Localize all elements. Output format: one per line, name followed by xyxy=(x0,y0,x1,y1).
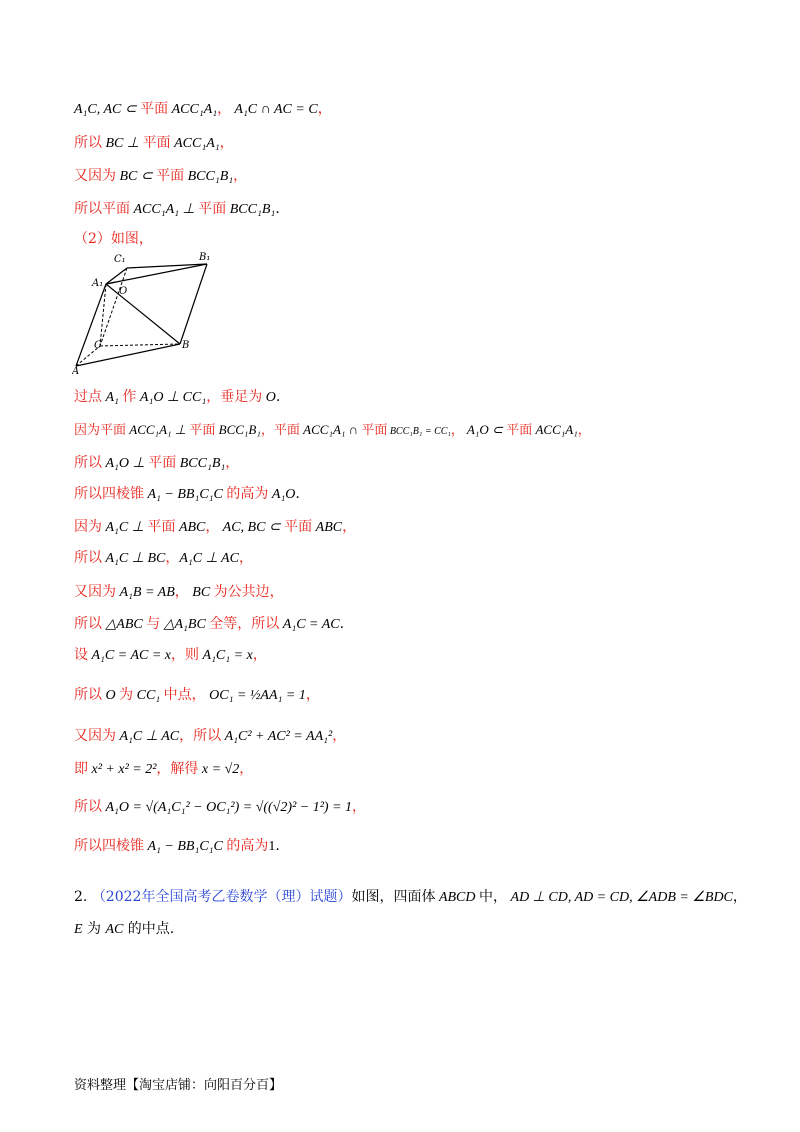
line-16: 又因为 A₁C ⊥ AC，所以 A₁C² + AC² = AA₁²， xyxy=(74,728,347,744)
line-6: 过点 A₁ 作 A₁O ⊥ CC₁，垂足为 O. xyxy=(74,389,281,405)
label-o: O xyxy=(119,286,128,297)
label-a1: A₁ xyxy=(92,278,104,289)
label-a: A xyxy=(72,366,80,376)
label-c: C xyxy=(94,340,102,351)
line-3: 又因为 BC ⊂ 平面 BCC₁B₁， xyxy=(74,168,248,184)
label-c1: C₁ xyxy=(114,254,126,265)
problem-2-line-2: E 为 AC 的中点. xyxy=(74,921,175,937)
problem-source: （2022年全国高考乙卷数学（理）试题） xyxy=(91,889,352,905)
line-12: 又因为 A₁B = AB， BC 为公共边， xyxy=(74,584,284,600)
line-18: 所以 A₁O = √(A₁C₁² − OC₁²) = √((√2)² − 1²) = 1， xyxy=(74,799,367,815)
line-17: 即 x² + x² = 2²，解得 x = √2， xyxy=(74,761,254,777)
prism-figure xyxy=(72,248,212,376)
line-10: 因为 A₁C ⊥ 平面 ABC， AC, BC ⊂ 平面 ABC， xyxy=(74,519,357,535)
line-5: （2）如图， xyxy=(74,231,153,247)
line-1: A₁C, AC ⊂ 平面 ACC₁A₁， A₁C ∩ AC = C， xyxy=(74,101,332,117)
line-19: 所以四棱锥 A₁ − BB₁C₁C 的高为1. xyxy=(74,838,280,854)
line-13: 所以 △ABC 与 △A₁BC 全等，所以 A₁C = AC. xyxy=(74,616,345,632)
line-11: 所以 A₁C ⊥ BC，A₁C ⊥ AC， xyxy=(74,550,253,566)
line-9: 所以四棱锥 A₁ − BB₁C₁C 的高为 A₁O. xyxy=(74,486,300,502)
line-7: 因为平面 ACC₁A₁ ⊥ 平面 BCC₁B₁，平面 ACC₁A₁ ∩ 平面 BCC₁B₁ = CC₁， A₁O ⊂ 平面 ACC₁A₁， xyxy=(74,422,591,438)
problem-2: 2. （2022年全国高考乙卷数学（理）试题）如图，四面体 ABCD 中， AD ⊥ CD, AD = CD, ∠ADB = ∠BDC， xyxy=(74,889,747,905)
label-b1: B₁ xyxy=(199,252,211,263)
line-14: 设 A₁C = AC = x，则 A₁C₁ = x， xyxy=(74,647,267,663)
line-4: 所以平面 ACC₁A₁ ⊥ 平面 BCC₁B₁. xyxy=(74,201,280,217)
problem-number: 2. xyxy=(74,889,88,905)
line-15: 所以 O 为 CC₁ 中点， OC₁ = ½AA₁ = 1， xyxy=(74,687,320,703)
line-8: 所以 A₁O ⊥ 平面 BCC₁B₁， xyxy=(74,455,240,471)
label-b: B xyxy=(182,340,190,351)
line-2: 所以 BC ⊥ 平面 ACC₁A₁， xyxy=(74,135,234,151)
footer: 资料整理【淘宝店铺：向阳百分百】 xyxy=(74,1078,283,1093)
